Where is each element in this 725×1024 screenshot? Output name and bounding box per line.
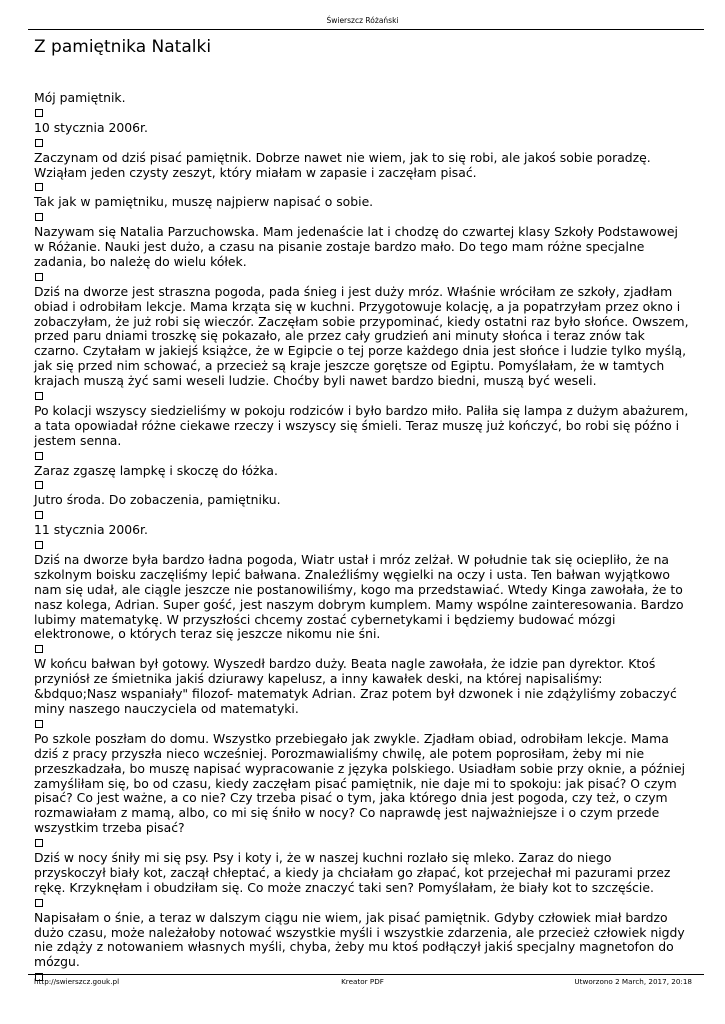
text-line: w Różanie. Nauki jest dużo, a czasu na pisanie zostaje bardzo mało. Do tego mam różne specjalne <box>34 239 645 254</box>
text-line: rozmawiałam z mamą, albo, co mi się śniło w nocy? Co naprawdę jest najważniejsze i o czym przede <box>34 805 660 821</box>
text-line: krajach muszą żyć sami weseli ludzie. Choćby byli nawet bardzo biedni, muszą być weseli. <box>34 373 597 389</box>
paragraph <box>34 911 686 971</box>
text-line: wszystkim trzeba pisać? <box>34 820 185 836</box>
text-line: Wziąłam jeden czysty zeszyt, który miałam w zapasie i zaczęłam pisać. <box>34 164 477 180</box>
paragraph <box>34 225 686 270</box>
text-line: zadania, bo należę do wielu kółek. <box>34 253 247 269</box>
text-line: przyniósł ze śmietnika jakiś dziurawy kapelusz, a inny kawałek deski, na której napisaliśmy: <box>34 671 603 687</box>
text-line: dużo czasu, może należałoby notować wszystkie myśli i wszystkie zdarzenia, ale przecież człowiek nigdy <box>34 924 685 940</box>
placeholder-box-icon <box>34 896 686 911</box>
text-line: lubimy matematykę. W przyszłości chcemy zostać cybernetykami i będziemy budować mózgi <box>34 611 616 627</box>
placeholder-box-icon <box>34 106 686 121</box>
paragraph <box>34 121 686 136</box>
placeholder-box-icon <box>34 389 686 404</box>
footer-divider <box>28 974 704 975</box>
text-line: przed paru dniami troszkę się pokazało, ale przez cały grudzień ani minuty słońca i teraz znów tak <box>34 328 645 344</box>
text-line: przyskoczył biały kot, zaczął chłeptać, a kiedy ja chciałam go złapać, kot przejechał mi pazurami przez <box>34 864 671 880</box>
text-line: obiad i odrobiłam lekcje. Mama krząta się w kuchni. Przygotowuje kolację, a ja popatrzyłam przez okno i <box>34 298 681 314</box>
text-line: Zaczynam od dziś pisać pamiętnik. Dobrze nawet nie wiem, jak to się robi, ale jakoś sobie poradzę. <box>34 149 651 165</box>
text-line: &bdquo;Nasz wspaniały" filozof- matematyk Adrian. Zraz potem był dzwonek i nie zdążyliśmy zobaczyć <box>34 686 677 702</box>
document-title: Z pamiętnika Natalki <box>34 37 212 57</box>
text-line: rękę. Krzyknęłam i obudziłam się. Co może znaczyć taki sen? Pomyślałam, że biały kot to szczęście. <box>34 879 654 895</box>
paragraph <box>34 195 686 210</box>
placeholder-box-icon <box>34 538 686 553</box>
text-line: Zaraz zgaszę lampkę i skoczę do łóżka. <box>34 462 278 478</box>
text-line: Dziś na dworze była bardzo ładna pogoda, Wiatr ustał i mróz zelżał. W południe tak się ociepliło, że na <box>34 551 670 567</box>
paragraph <box>34 493 686 508</box>
text-line: zamyśliłam się, bo od czasu, kiedy zaczęłam pisać pamiętnik, nie daje mi to spokoju: jak pisać? O czym <box>34 775 677 791</box>
text-line: dziś z pracy przyszła nieco wcześniej. Porozmawialiśmy chwilę, ale potem poprosiłam, żeby mi nie <box>34 745 645 761</box>
text-line: 10 stycznia 2006r. <box>34 119 148 135</box>
placeholder-box-icon <box>34 136 686 151</box>
text-line: przeszkadzała, bo muszę napisać wypracowanie z języka polskiego. Usiadłam sobie przy oknie, a później <box>34 760 686 776</box>
header-author: Świerszcz Różański <box>326 16 399 25</box>
text-line: czarno. Czytałam w jakiejś książce, że w Egipcie o tej porze każdego dnia jest słońce i ludzie tylko myślą, <box>34 343 687 359</box>
footer-url: http://swierszcz.gouk.pl <box>34 977 120 986</box>
paragraph <box>34 402 689 449</box>
paragraph <box>34 151 686 181</box>
footer-created: Utworzono 2 March, 2017, 20:18 <box>574 977 692 986</box>
placeholder-box-icon <box>34 642 686 657</box>
paragraph <box>34 283 689 389</box>
placeholder-box-icon <box>34 270 686 285</box>
text-line: a tata opowiadał różne ciekawe rzeczy i wszyscy się śmieli. Teraz muszę już kończyć, bo robi się późno i <box>34 417 680 433</box>
text-line: nam się udał, ale ciągle jeszcze nie postanowiliśmy, kogo ma przedstawiać. Wtedy Kinga zawołała, że to <box>34 581 683 597</box>
paragraph <box>34 523 686 538</box>
placeholder-box-icon <box>34 180 686 195</box>
text-line: Nazywam się Natalia Parzuchowska. Mam jedenaście lat i chodzę do czwartej klasy Szkoły Podstawowej <box>34 224 678 240</box>
text-line: mózgu. <box>34 954 80 970</box>
header-divider <box>28 29 704 30</box>
paragraph <box>34 851 686 896</box>
paragraph <box>34 553 686 642</box>
text-line: Tak jak w pamiętniku, muszę najpierw napisać o sobie. <box>34 194 374 210</box>
paragraph <box>34 732 686 836</box>
text-line: Po szkole poszłam do domu. Wszystko przebiegało jak zwykle. Zjadłam obiad, odrobiłam lekcje. Mama <box>34 730 669 746</box>
page-header <box>0 16 725 25</box>
text-line: Po kolacji wszyscy siedzieliśmy w pokoju rodziców i było bardzo miło. Paliła się lampa z dużym abażurem, <box>34 402 689 418</box>
text-line: zobaczyłam, że już robi się wieczór. Zaczęłam sobie przypominać, kiedy ostatni raz było słońce. Owszem, <box>34 313 689 329</box>
paragraph <box>34 91 686 106</box>
text-line: miny naszego nauczyciela od matematyki. <box>34 700 299 716</box>
text-line: Dziś na dworze jest straszna pogoda, pada śnieg i jest duży mróz. Właśnie wróciłam ze szkoły, zjadłam <box>34 283 673 299</box>
text-line: pisać? Co jest ważne, a co nie? Czy trzeba pisać o tym, jaka którego dnia jest pogoda, czy też, o czym <box>34 790 668 806</box>
text-line: Napisałam o śnie, a teraz w dalszym ciągu nie wiem, jak pisać pamiętnik. Gdyby człowiek miał bardzo <box>34 909 668 925</box>
text-line: Mój pamiętnik. <box>34 90 126 105</box>
placeholder-box-icon <box>34 449 686 464</box>
paragraph <box>34 464 686 479</box>
placeholder-box-icon <box>34 717 686 732</box>
document-body <box>34 90 689 985</box>
text-line: szkolnym boisku zaczęliśmy lepić bałwana. Znaleźliśmy węgielki na oczy i usta. Ten bałwan wyjątkowo <box>34 566 670 582</box>
text-line: jak się przed nim schować, a przecież są kraje jeszcze gorętsze od Egiptu. Pomyślałam, że w tamtych <box>34 358 665 374</box>
text-line: jestem senna. <box>34 432 122 448</box>
text-line: nasz kolega, Adrian. Super gość, jest naszym dobrym kumplem. Mamy wspólne zainteresowania. Bardzo <box>34 596 684 612</box>
placeholder-box-icon <box>34 478 686 493</box>
text-line: W końcu bałwan był gotowy. Wyszedł bardzo duży. Beata nagle zawołała, że idzie pan dyrektor. Ktoś <box>34 656 656 672</box>
placeholder-box-icon <box>34 836 686 851</box>
paragraph <box>34 657 686 717</box>
placeholder-box-icon <box>34 210 686 225</box>
footer-generator: Kreator PDF <box>341 977 384 986</box>
text-line: nie zdąży z notowaniem własnych myśli, chyba, żeby mu ktoś podłączył jakiś specjalny magnetofon do <box>34 939 674 955</box>
text-line: 11 stycznia 2006r. <box>34 522 148 538</box>
text-line: Jutro środa. Do zobaczenia, pamiętniku. <box>34 492 281 508</box>
text-line: Dziś w nocy śniły mi się psy. Psy i koty i, że w naszej kuchni rozlało się mleko. Zaraz do niego <box>34 850 612 866</box>
placeholder-box-icon <box>34 508 686 523</box>
text-line: elektronowe, o których teraz się jeszcze nikomu nie śni. <box>34 626 381 642</box>
